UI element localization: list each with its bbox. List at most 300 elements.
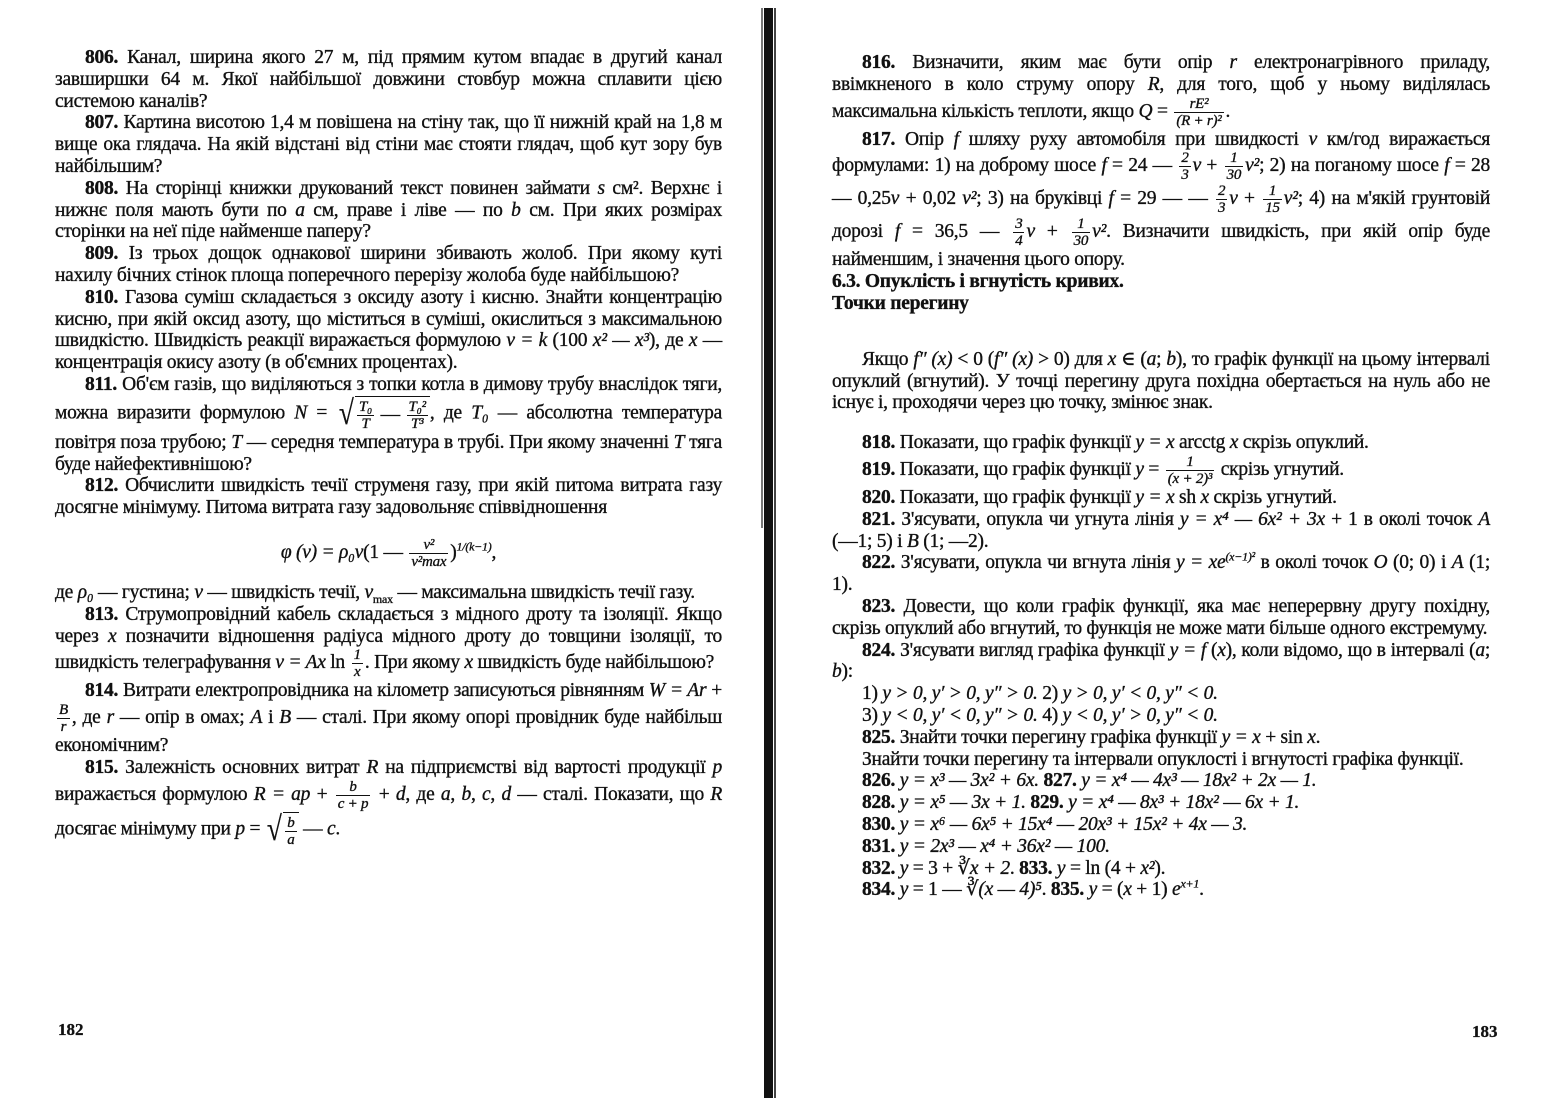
fraction-denominator: 15 [1265,200,1280,217]
math-expression: Q [1138,100,1153,122]
math-expression: v [1308,128,1317,150]
text-run: виражається формулою [55,783,254,805]
math-expression: W = Ar [648,680,707,702]
problem-number: 811. [85,373,118,395]
fraction-denominator: 3 [1181,167,1189,184]
math-expression: x [1200,486,1209,508]
text-run: Струмопровідний кабель складається з мідного дроту та ізоляції. Якщо через [55,603,722,647]
fraction-numerator: 2 [1181,150,1189,167]
text-run: см. При яких розмірах сторінки на неї піде найменше паперу? [55,199,722,243]
fraction-numerator: 1 [1263,183,1282,200]
math-expression: v = k [506,330,548,352]
text-run: ), то графік функції на цьому інтервалі опуклий (вгнутий). У точці перегину друга похідна обертається на нуль або не існує і, проходячи через цю точку, змінює знак. [832,348,1490,414]
fraction-numerator: 3 [1015,216,1023,233]
math-expression: f″ (x) [994,348,1033,370]
math-expression: c [327,818,336,840]
text-run: , [470,783,482,805]
text-run: > 0) для [1033,348,1108,370]
text-run: Знайти точки перегину та інтервали опуклості і вгнутості графіка функції. [862,748,1464,770]
math-expression: a [295,199,305,221]
text-run: = ln (4 + [1065,857,1141,879]
problem-paragraph [832,454,1490,487]
problem-number: 832. [862,857,896,879]
problem-number: 827. [1043,770,1077,792]
math-expression: y [1088,879,1098,901]
problem-number: 815. [85,756,119,778]
text-run: 2) [1037,683,1063,705]
fraction-denominator: 30 [1073,233,1089,250]
text-run: < 0 ( [952,348,994,370]
text-run: ; 4) на м'якій грунтовій дорозі [832,188,1491,243]
text-run: ). [1154,857,1166,879]
fraction-numerator: 1 [1225,150,1244,167]
problem-paragraph [55,47,722,112]
math-expression: y [899,879,909,901]
math-expression: x [1107,348,1117,370]
text-run: ; 2) на поганому шосе [1259,155,1445,177]
text-run: см, праве і ліве — по [304,199,512,221]
text-run: . [1041,879,1051,901]
section-heading [832,293,1490,315]
fraction-numerator: 1 [353,647,361,664]
left-page-text [55,47,722,848]
math-expression: B [906,530,919,552]
text-run: Точки перегину [832,292,969,314]
text-run: на підприємстві від вартості продукції [378,756,713,778]
text-run: ) [450,541,457,563]
text-run: — концентрація окису азоту (в об'ємних процентах). [55,330,723,374]
math-expression: d [395,783,406,805]
math-expression: y = x [1135,486,1175,508]
fraction [1174,96,1223,129]
problem-paragraph [832,836,1490,858]
text-run: 4) [1037,704,1063,726]
problem-paragraph [55,582,722,604]
subscript: max [372,591,393,606]
math-expression: b [1166,348,1176,370]
problem-number: 829. [1030,792,1064,814]
text-run: — [376,403,405,425]
text-run: = 36,5 — [899,221,1012,243]
text-run: — [298,818,328,840]
radicand [355,396,430,432]
math-expression: T₀ [471,402,489,424]
text-run: — абсолютна температура повітря поза трубою; [55,402,723,453]
math-expression: v [1192,155,1201,177]
text-run: (1; 1). [832,552,1491,596]
text-run: + [372,783,396,805]
fraction-numerator: 1 [1166,454,1214,471]
math-expression: v [194,581,203,603]
math-expression: f [1444,155,1450,177]
math-expression: a [440,783,451,805]
problem-paragraph [55,604,722,681]
text-run: ): [841,661,853,683]
math-expression: x² — x³ [592,330,649,352]
text-run: . [1225,100,1231,122]
problem-number: 821. [862,508,896,530]
text-run: ( [1206,639,1218,661]
problem-paragraph [55,287,722,374]
problem-paragraph [832,814,1490,836]
math-expression: R [1147,73,1160,95]
text-run: Канал, ширина якого 27 м, під прямим кутом впадає в другий канал завширшки 64 м. Якої найбільшої довжини стовбур можна сплавити цією системою каналів? [55,47,722,112]
text-run: = ( [1097,879,1124,901]
math-expression: y = x [1221,726,1261,748]
problem-number: 824. [862,639,896,661]
text-run: скрізь угнутий. [1208,486,1337,508]
text-run: = [1152,100,1173,122]
problem-paragraph [832,509,1490,553]
math-expression: y > 0, y′ < 0, y″ < 0. [1062,683,1218,705]
text-run: швидкість буде найбільшою? [472,652,715,674]
problem-number: 833. [1019,857,1053,879]
math-expression: d [501,783,511,805]
math-expression: x² [1140,857,1155,879]
problem-paragraph [55,757,722,848]
fraction [1225,150,1244,183]
math-expression: y < 0, y′ < 0, y″ > 0. [882,704,1038,726]
fraction-denominator: T [361,415,370,432]
fraction [407,399,428,432]
fraction [357,399,374,432]
text-run: — максимальна швидкість течії газу. [392,581,695,603]
text-run: З'ясувати, опукла чи угнута лінія [895,508,1180,530]
text-run: Показати, що графік функції [895,432,1136,454]
problem-paragraph [832,596,1490,640]
superscript: 1/(k−1) [456,539,492,554]
text-run: , для того, щоб у ньому виділялась максимальна кількість теплоти, якщо [832,73,1490,122]
text-run: = 1 — ∛ [908,879,979,901]
text-run: arcctg [1174,432,1230,454]
text-run: — сталі. При якому опорі провідник буде найбільш економічним? [55,707,723,757]
problem-number: 823. [862,595,896,617]
radical-sign-icon: √ [338,394,354,432]
math-expression: y = x⁵ — 3x + 1. [899,792,1026,814]
gutter-shadow [761,8,763,528]
math-expression: y = 2x³ — x⁴ + 36x² — 100. [899,835,1110,857]
text-run: Показати, що графік функції [895,458,1136,480]
problem-number: 816. [862,52,896,73]
math-expression: x [1229,432,1239,454]
text-run: . [335,818,341,840]
page-number-right: 183 [1472,1022,1498,1041]
fraction-numerator: T₀² [408,398,426,415]
text-run: ; [1156,348,1167,370]
text-run: Витрати електропровідника на кілометр записуються рівнянням [118,680,649,702]
math-expression: a [1146,348,1157,370]
text-run: і [262,707,280,729]
fraction [1166,454,1214,487]
math-expression: y = x⁴ — 4x³ — 18x² + 2x — 1. [1081,770,1317,792]
fraction-numerator: 2 [1218,183,1226,200]
fraction-numerator: v² [409,537,448,554]
problem-number: 834. [862,879,896,901]
problem-number: 825. [862,726,896,748]
problem-paragraph [832,858,1490,880]
math-expression: p [712,756,723,778]
text-run: = [307,402,337,424]
problem-number: 826. [862,770,896,792]
problem-paragraph [832,705,1490,727]
problem-number: 809. [85,243,119,265]
math-expression: O [1373,552,1388,574]
text-run: = 28 — 0,25 [832,155,1490,210]
right-page-text [832,52,1490,901]
math-expression: ρ₀ [77,581,94,603]
math-expression: s [597,177,605,199]
fraction-numerator: T₀ [358,398,373,415]
text-run: скрізь опуклий. [1238,432,1369,454]
gutter-spine [764,8,773,1098]
text-run: . [1009,857,1020,879]
math-expression: x [107,625,117,647]
problem-paragraph [55,112,722,177]
text-run: + [1200,155,1223,177]
text-run: — швидкість течії, [202,581,365,603]
fraction-numerator: rE² [1174,96,1223,113]
fraction-denominator: v²max [411,553,447,570]
fraction-denominator: (x + 2)³ [1167,470,1213,487]
problem-number: 810. [85,286,119,308]
fraction-numerator: 1 [1072,216,1091,233]
fraction-denominator: x [353,664,361,681]
text-run: Визначити, яким має бути опір [895,52,1230,73]
math-expression: x [1307,726,1316,748]
math-expression: A [1451,552,1464,574]
math-expression: r [106,707,114,729]
text-run: досягає мінімуму при [55,818,236,840]
problem-number: 808. [85,177,119,199]
text-run: + [1237,188,1262,210]
problem-number: 806. [85,47,119,68]
math-expression: v = Ax [275,652,326,674]
problem-number: 820. [862,486,896,508]
math-expression: f [953,128,959,150]
problem-paragraph [832,770,1490,792]
fraction [336,779,371,812]
math-expression: v² [1245,155,1260,177]
math-expression: e [1172,879,1181,901]
text-run: З'ясувати, опукла чи вгнута лінія [895,552,1176,574]
superscript: x+1 [1180,876,1200,891]
text-run: (1 — [363,541,408,563]
fraction-denominator: c + p [337,795,369,812]
math-expression: R = ap [253,783,311,805]
problem-number: 835. [1050,879,1084,901]
problem-number: 813. [85,603,119,625]
problem-number: 818. [862,432,896,454]
text-run: + 1) [1131,879,1173,901]
text-run: — середня температура в трубі. При якому значенні [241,431,674,453]
fraction [285,815,296,848]
math-expression: f″ (x) [913,348,953,370]
math-expression: x [1217,639,1226,661]
math-expression: r [1229,52,1237,73]
gutter-edge [774,8,776,1098]
radicand [283,812,298,848]
fraction-numerator: b [336,779,371,796]
text-run: ; [1484,639,1490,661]
display-formula [55,537,722,570]
math-expression: y = xe [1175,552,1226,574]
math-expression: A [250,707,263,729]
page-number-left: 182 [58,1020,84,1039]
text-run: 6.3. Опуклість і вгнутість кривих. [832,271,1124,293]
math-expression: v [1229,188,1238,210]
math-expression: y = x⁴ — 8x³ + 18x² — 6x + 1. [1068,792,1300,814]
math-expression: c [481,783,491,805]
fraction-denominator: T³ [411,415,424,432]
problem-number: 828. [862,792,896,814]
fraction-denominator: r [60,719,67,736]
fraction-denominator: 30 [1226,167,1242,184]
fraction [57,702,70,735]
math-expression: b [832,661,842,683]
text-run: Картина висотою 1,4 м повішена на стіну так, що її нижній край на 1,8 м вище ока глядача. На якій відстані від стіни має стояти глядач, щоб кут зору був найбільшим? [55,112,722,177]
text-run: . При якому [364,652,465,674]
fraction [409,537,448,570]
right-page [782,0,1566,1098]
fraction-denominator: a [287,831,295,848]
text-run: , [490,783,502,805]
problem-paragraph [832,487,1490,509]
math-expression: x [688,330,698,352]
problem-number: 831. [862,835,896,857]
text-run: шляху руху автомобіля при швидкості [958,128,1309,150]
text-run: Залежність основних витрат [118,756,367,778]
text-run: + sin [1260,726,1308,748]
text-run: + 1 в околі точок [1324,508,1479,530]
text-run: + 0,02 [899,188,963,210]
text-run: км/год виражається формулами: 1) на доброму шосе [832,128,1490,177]
math-expression: y = x [1135,432,1175,454]
text-run: Опір [895,128,954,150]
text-run: , де [405,783,441,805]
text-run: , де [429,402,472,424]
left-page [0,0,760,1098]
problem-paragraph [55,374,722,475]
text-run: Знайти точки перегину графіка функції [895,726,1222,748]
text-run: . Визначити швидкість, при якій опір буде найменшим, і значення цього опору. [832,221,1491,271]
radical-sign-icon: √ [266,810,282,848]
math-expression: y [1135,458,1144,480]
math-expression: B [279,707,291,729]
problem-paragraph [832,549,1491,596]
problem-paragraph [55,243,722,287]
text-run: ; 3) на бруківці [976,188,1109,210]
math-expression: b [461,783,471,805]
problem-paragraph [832,432,1490,454]
math-expression: R [710,783,723,805]
fraction [1179,150,1190,183]
math-expression: y = f [1169,639,1207,661]
text-run: , [491,541,497,563]
fraction [1013,216,1024,249]
text-run: — опір в омах; [113,707,251,729]
text-run: Обчислити швидкість течії струменя газу, при якій питома витрата газу досягне мінімуму. Питома витрата газу задовольняє співвідношення [55,475,722,519]
text-run: + [310,783,334,805]
math-expression: a [1475,639,1485,661]
problem-paragraph [832,749,1490,771]
fraction-denominator: 3 [1218,200,1226,217]
problem-number: 819. [862,458,896,480]
math-expression: N [294,402,308,424]
text-run: скрізь угнутий. [1216,458,1344,480]
math-expression: p [235,818,245,840]
text-run: + [1034,221,1070,243]
fraction-denominator: 4 [1015,233,1023,250]
problem-paragraph [832,349,1490,414]
math-expression: y < 0, y′ > 0, y″ < 0. [1062,704,1218,726]
math-expression: T [673,431,685,453]
math-expression: f [1101,155,1107,177]
math-expression: y = x⁶ — 6x⁵ + 15x⁴ — 20x³ + 15x² + 4x — 3. [899,813,1248,835]
text-run: (100 [547,330,593,352]
problem-paragraph [832,683,1490,705]
problem-paragraph [832,129,1490,272]
math-expression: v [890,188,900,210]
math-expression: (x — 4)⁵ [978,879,1042,901]
square-root [337,396,430,432]
text-run: Газова суміш складається з оксиду азоту і кисню. Знайти концентрацію кисню, при якій оксид азоту, що міститься в суміші, окислиться з максимальною швидкістю. Швидкість реакції виражається формулою [55,286,722,352]
math-expression: v [364,581,373,603]
fraction [1263,183,1282,216]
text-run: = [1143,458,1164,480]
problem-paragraph [832,727,1490,749]
text-run: = 29 — — [1113,188,1214,210]
math-expression: y = x⁴ — 6x² + 3x [1179,508,1325,530]
text-run: Якщо [862,348,914,370]
math-expression: R [366,756,379,778]
math-expression: φ (v) = ρ₀v [280,541,364,563]
text-run: З'ясувати вигляд графіка функції [895,639,1170,661]
text-run: На сторінці книжки друкований текст повинен займати [118,177,598,199]
text-run: електронагрівного приладу, ввімкненого в коло струму опору [832,52,1491,95]
math-expression: v² [1283,188,1298,210]
text-run: . [1315,726,1321,748]
text-run: в околі точок [1254,552,1374,574]
problem-paragraph [832,792,1490,814]
math-expression: x [1123,879,1132,901]
math-expression: v [1026,221,1035,243]
math-expression: y > 0, y′ > 0, y″ > 0. [882,683,1038,705]
text-run: 3) [862,704,883,726]
math-expression: v² [962,188,977,210]
text-run: + [706,680,722,702]
superscript: (x−1)² [1225,549,1255,564]
text-run: = 24 — [1106,155,1178,177]
text-run: Показати, що графік функції [895,486,1136,508]
text-run: см². Верхнє і нижнє поля мають бути по [55,177,722,221]
text-run: ), коли відомо, що в інтервалі ( [1225,639,1476,661]
problem-paragraph [55,680,722,757]
text-run: (—1; 5) і [832,530,907,552]
text-run: де [55,581,78,603]
problem-number: 812. [85,475,119,497]
text-run: Із трьох дощок однакової ширини збивають жолоб. При якому куті нахилу бічних стінок площа поперечного перерізу жолоба буде найбільшою? [55,243,722,286]
square-root [265,812,299,848]
math-expression: x + 2 [969,857,1010,879]
text-run: ), де [648,330,689,352]
book-gutter [760,8,782,1098]
fraction [1072,216,1091,249]
fraction [352,647,363,680]
text-run: , де [71,707,107,729]
text-run: = 3 + ∛ [908,857,970,879]
math-expression: T [231,431,242,453]
problem-number: 817. [862,128,896,150]
